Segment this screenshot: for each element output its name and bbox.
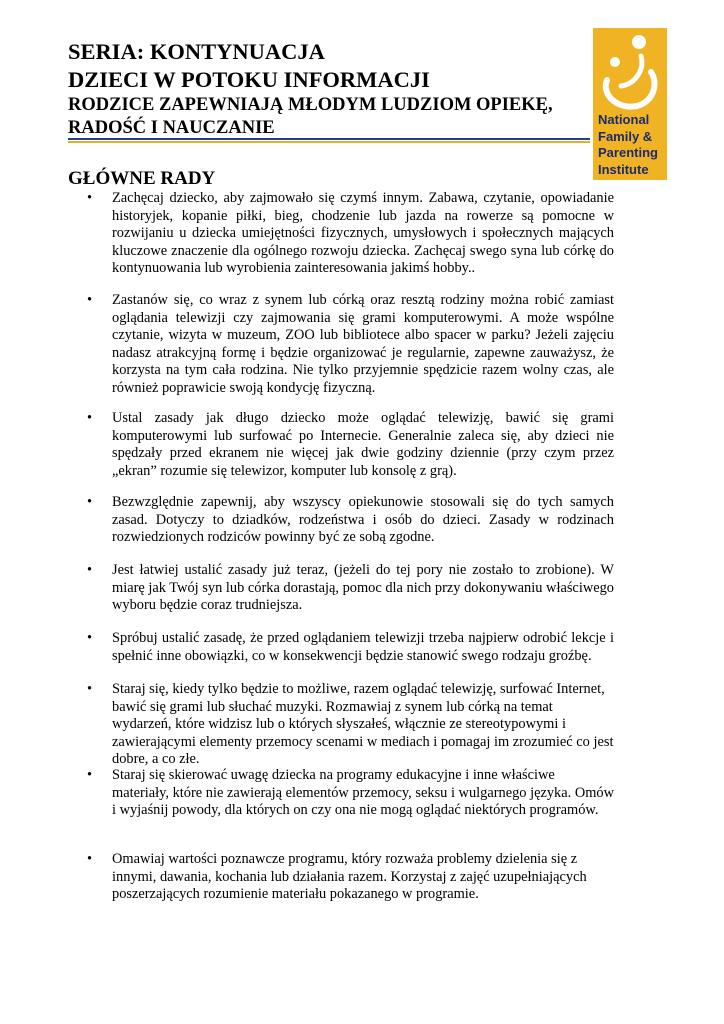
title-line-series: SERIA: KONTYNUACJA — [68, 39, 325, 64]
list-item — [87, 410, 614, 480]
bullet-icon: • — [87, 851, 93, 867]
yellow-divider — [68, 141, 590, 143]
tip-text: Ustal zasady jak długo dziecko może oglądać telewizję, bawić się grami komputerowymi lub surfować po Internecie. Generalnie zaleca się, aby dzieci nie spędzały przed ekranem nie więcej jak dwie godziny dziennie (przy czym przez „ekran” rozumie się telewizor, komputer lub konsolę z grą). — [112, 410, 614, 479]
family-mark-icon — [593, 28, 667, 112]
list-item — [87, 292, 614, 397]
list-item — [87, 190, 614, 278]
tip-text: Bezwzględnie zapewnij, aby wszyscy opiekunowie stosowali się do tych samych zasad. Dotyczy to dziadków, rodzeństwa i osób do dzieci. Zasady w rodzinach rozwiedzionych rodziców powinny być ze sobą zgodne. — [112, 494, 614, 545]
list-item — [87, 851, 614, 904]
logo-line-1: National — [598, 112, 650, 127]
bullet-icon: • — [87, 767, 93, 783]
list-item — [87, 494, 614, 547]
logo-line-3: Parenting — [598, 145, 658, 160]
subtitle-line-1: RODZICE ZAPEWNIAJĄ MŁODYM LUDZIOM OPIEKĘ, — [68, 95, 553, 115]
bullet-icon: • — [87, 494, 93, 510]
title-line-main: DZIECI W POTOKU INFORMACJI — [68, 67, 430, 92]
tip-text: Omawiaj wartości poznawcze programu, który rozważa problemy dzielenia się z innymi, dawania, kochania lub działania razem. Korzystaj z zajęć uzupełniających poszerzających rozumienie materiału pokazanego w programie. — [112, 851, 587, 902]
list-item — [87, 681, 614, 769]
tip-text: Staraj się skierować uwagę dziecka na programy edukacyjne i inne właściwe materiały, które nie zawierają elementów przemocy, seksu i wulgarnego języka. Omów i wyjaśnij powody, dla których on czy ona nie mogą oglądać niektórych programów. — [112, 767, 615, 818]
logo-line-4: Institute — [598, 161, 649, 177]
bullet-icon: • — [87, 681, 93, 697]
bullet-icon: • — [87, 562, 93, 578]
nfpi-logo — [593, 28, 667, 180]
list-item — [87, 630, 614, 665]
tip-text: Spróbuj ustalić zasadę, że przed oglądaniem telewizji trzeba najpierw odrobić lekcje i spełnić inne obowiązki, co w konsekwencji będzie stanowić swego rodzaju groźbę. — [112, 630, 614, 664]
list-item — [87, 562, 614, 615]
bullet-icon: • — [87, 292, 93, 308]
logo-line-2: Family & — [598, 128, 653, 144]
tip-text: Zachęcaj dziecko, aby zajmowało się czymś innym. Zabawa, czytanie, opowiadanie historyjek, kopanie piłki, bieg, chodzenie lub jazda na rowerze są pomocne w rozwijaniu u dziecka umiejętności fizycznych, umysłowych i społecznych mających kluczowe znaczenie dla ogólnego rozwoju dziecka. Zachęcaj swego syna lub córkę do kontynuowania lub wyrobienia zainteresowania jakimś hobby.. — [112, 190, 614, 276]
bullet-icon: • — [87, 410, 93, 426]
tip-text: Staraj się, kiedy tylko będzie to możliwe, razem oglądać telewizję, surfować Internet, bawić się grami lub słuchać muzyki. Rozmawiaj z synem lub córką na temat wydarzeń, które widzisz lub o których słyszałeś, włącznie ze stereotypowymi i zawierającymi elementy przemocy scenami w mediach i pomagaj im zrozumieć co jest dobre, a co złe. — [112, 681, 614, 767]
bullet-icon: • — [87, 630, 93, 646]
subtitle-line-2: RADOŚĆ I NAUCZANIE — [68, 118, 275, 138]
document-title — [68, 38, 578, 140]
blue-divider — [68, 138, 590, 140]
bullet-icon: • — [87, 190, 93, 206]
logo-wordmark — [598, 112, 666, 178]
list-item — [87, 767, 614, 820]
tip-text: Jest łatwiej ustalić zasady już teraz, (jeżeli do tej pory nie zostało to zrobione). W miarę jak Twój syn lub córka dorastają, pomoc dla nich przy dokonywaniu właściwego wyboru będzie coraz trudniejsza. — [112, 562, 614, 613]
tip-text: Zastanów się, co wraz z synem lub córką oraz resztą rodziny można robić zamiast oglądania telewizji czy zajmowania się grami komputerowymi. A może wspólne czytanie, wizyta w muzeum, ZOO lub bibliotece albo spacer w parku? Jeżeli zajęciu nadasz atrakcyjną formę i będzie organizować je regularnie, zapewne zauważysz, że korzysta na tym cała rodzina. Nie tylko przyjemnie spędzicie razem wolny czas, ale również poprawicie swoją kondycję fizyczną. — [112, 292, 614, 396]
section-heading: GŁÓWNE RADY — [68, 168, 216, 189]
